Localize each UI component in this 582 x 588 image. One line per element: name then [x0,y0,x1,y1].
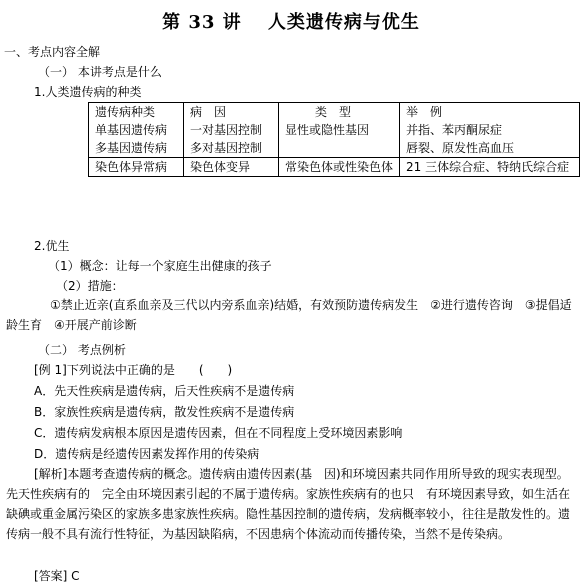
table-row [89,158,580,177]
table-row [89,139,580,158]
table-cell: 并指、苯丙酮尿症 [400,121,580,139]
table-cell: 21 三体综合症、特纳氏综合症 [400,158,580,177]
item-heading-2: 2.优生 [34,239,70,253]
measures-line: （2）措施： [56,279,124,293]
measures-detail: ①禁止近亲(直系血亲及三代以内旁系血亲)结婚，有效预防遗传病发生 ②进行遗传咨询 ③提倡适龄生育 ④开展产前诊断 [6,298,572,332]
answer-line: [答案] C [34,569,80,583]
table-row [89,121,580,139]
table-cell: 多对基因控制 [184,139,279,158]
item-heading-1: 1.人类遗传病的种类 [34,85,142,99]
table-cell: 一对基因控制 [184,121,279,139]
table-header-cell: 遗传病种类 [89,103,184,122]
concept-line: （1）概念：让每一个家庭生出健康的孩子 [48,259,272,273]
subsection-heading-1: （一） 本讲考点是什么 [38,65,162,79]
table-cell: 常染色体或性染色体 [279,158,400,177]
table-header-cell [279,103,400,122]
lecture-title: 第 33 讲 人类遗传病与优生 [162,12,420,33]
section-heading-1: 一、考点内容全解 [4,45,101,59]
table-cell: 染色体异常病 [89,158,184,177]
table-header-cell: 举 例 [400,103,580,122]
analysis-paragraph: [解析]本题考查遗传病的概念。遗传病由遗传因素(基 因)和环境因素共同作用所导致的现实表现型。先天性疾病有的 完全由环境因素引起的不属于遗传病。家族性疾病有的也只 有环境因素导致，如生活在缺碘或重金属污染区的家族多患家族性疾病。隐性基因控制的遗传病，发病概率较小，往往是散发性的。遗传病一般不具有流行性特征，为基因缺陷病，不因患病个体流动而传播传染，当然不是传染病。 [6,467,571,541]
option-b: B．家族性疾病是遗传病，散发性疾病不是遗传病 [34,405,295,419]
example-question: [例 1]下列说法中正确的是 ( ) [34,363,233,377]
table-cell: 显性或隐性基因 [279,121,400,139]
table-cell: 单基因遗传病 [89,121,184,139]
table-header-type: 类 型 [315,105,352,119]
subsection-heading-2: （二） 考点例析 [38,343,126,357]
table-cell: 唇裂、原发性高血压 [400,139,580,158]
table-cell: 染色体变异 [184,158,279,177]
disease-types-table [88,102,580,177]
table-header-row [89,103,580,122]
table-cell: 多基因遗传病 [89,139,184,158]
option-c: C．遗传病发病根本原因是遗传因素，但在不同程度上受环境因素影响 [34,426,403,440]
table-cell [279,139,400,158]
option-a: A．先天性疾病是遗传病，后天性疾病不是遗传病 [34,384,295,398]
table-header-cell: 病 因 [184,103,279,122]
option-d: D．遗传病是经遗传因素发挥作用的传染病 [34,447,260,461]
